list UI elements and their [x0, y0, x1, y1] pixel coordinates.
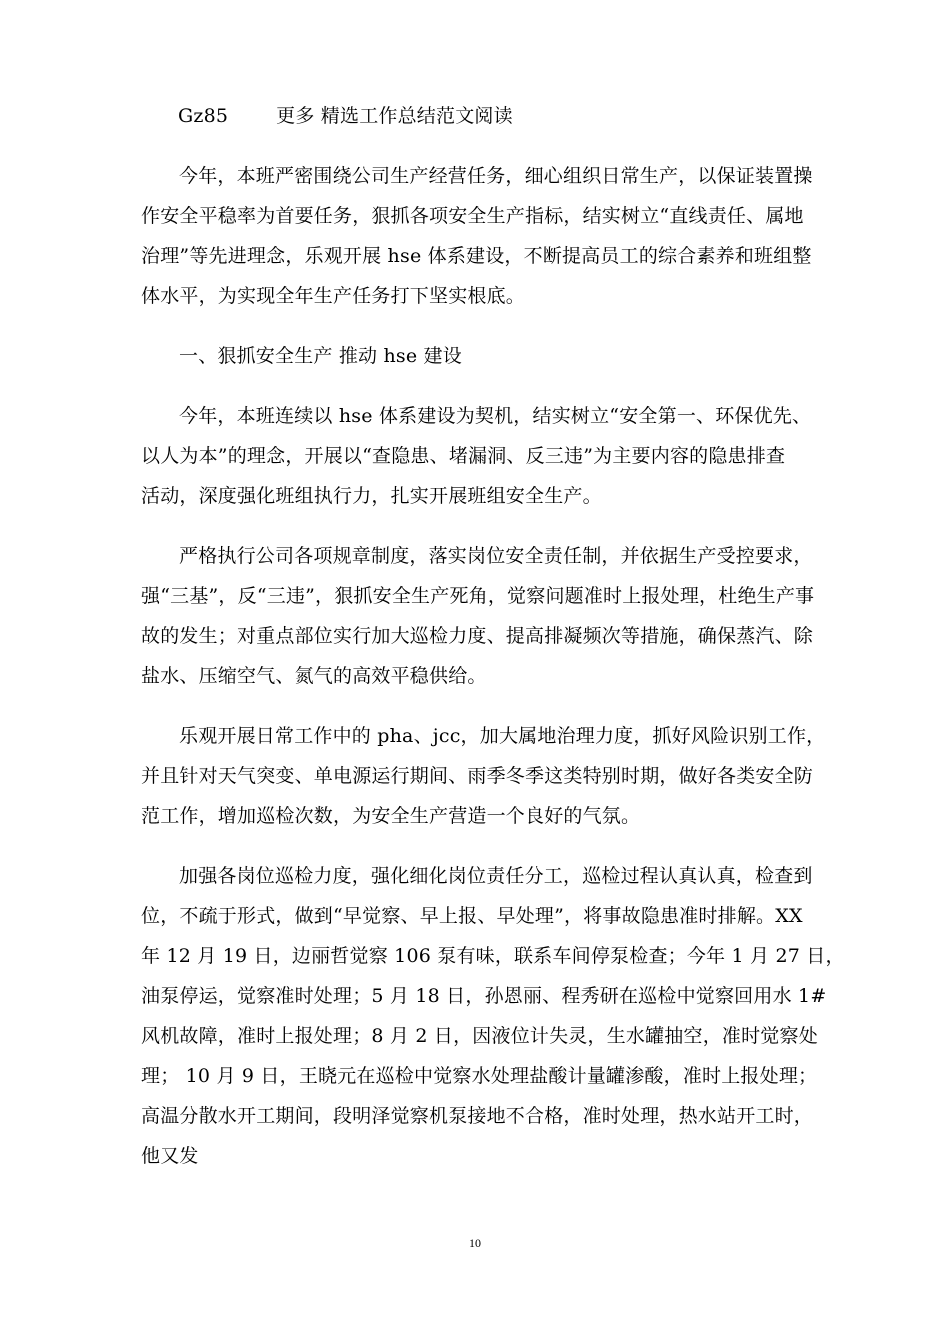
section-heading: [141, 336, 813, 376]
paragraph-intro: [141, 156, 813, 316]
paragraph-line: 风机故障，准时上报处理；8 月 2 日，因液位计失灵，生水罐抽空，准时觉察处: [141, 1025, 818, 1047]
paragraph-line: 以人为本”的理念，开展以“查隐患、堵漏洞、反三违”为主要内容的隐患排查: [141, 445, 786, 467]
paragraph-line: 乐观开展日常工作中的 pha、jcc，加大属地治理力度，抓好风险识别工作，: [179, 725, 826, 747]
document-body: [141, 96, 845, 1176]
paragraph-line: 今年，本班连续以 hse 体系建设为契机，结实树立“安全第一、环保优先、: [179, 405, 812, 427]
paragraph-line: 作安全平稳率为首要任务，狠抓各项安全生产指标，结实树立“直线责任、属地: [141, 205, 804, 227]
paragraph-line: 范工作，增加巡检次数，为安全生产营造一个良好的气氛。: [141, 805, 641, 827]
paragraph-hse: [141, 396, 813, 516]
paragraph-rules: [141, 536, 813, 696]
paragraph-inspection: [141, 856, 845, 1176]
paragraph-line: 油泵停运，觉察准时处理；5 月 18 日，孙恩丽、程秀研在巡检中觉察回用水 1#: [141, 985, 827, 1007]
section-heading-text: 一、狠抓安全生产 推动 hse 建设: [179, 345, 462, 367]
paragraph-line: 强“三基”，反“三违”，狠抓安全生产死角，觉察问题准时上报处理，杜绝生产事: [141, 585, 815, 607]
paragraph-line: 盐水、压缩空气、氮气的高效平稳供给。: [141, 665, 487, 687]
paragraph-line: 年 12 月 19 日，边丽哲觉察 106 泵有味，联系车间停泵检查；今年 1 月 27 日，: [141, 945, 845, 967]
paragraph-line: 治理”等先进理念，乐观开展 hse 体系建设，不断提高员工的综合素养和班组整: [141, 245, 812, 267]
paragraph-line: 高温分散水开工期间，段明泽觉察机泵接地不合格，准时处理，热水站开工时，: [141, 1105, 814, 1127]
paragraph-line: 今年，本班严密围绕公司生产经营任务，细心组织日常生产，以保证装置操: [179, 165, 813, 187]
paragraph-line: 故的发生；对重点部位实行加大巡检力度、提高排凝频次等措施，确保蒸汽、除: [141, 625, 814, 647]
header-title: 更多 精选工作总结范文阅读: [276, 105, 513, 127]
paragraph-line: 他又发: [141, 1145, 199, 1167]
paragraph-line: 加强各岗位巡检力度，强化细化岗位责任分工，巡检过程认真认真，检查到: [179, 865, 813, 887]
paragraph-line: 体水平，为实现全年生产任务打下坚实根底。: [141, 285, 526, 307]
page-number: 10: [469, 1236, 481, 1250]
header-line: [141, 96, 813, 136]
paragraph-line: 并且针对天气突变、单电源运行期间、雨季冬季这类特别时期，做好各类安全防: [141, 765, 814, 787]
header-code: Gz85: [178, 105, 229, 127]
paragraph-line: 严格执行公司各项规章制度，落实岗位安全责任制，并依据生产受控要求，: [179, 545, 813, 567]
paragraph-line: 理； 10 月 9 日，王晓元在巡检中觉察水处理盐酸计量罐渗酸，准时上报处理；: [141, 1065, 818, 1087]
paragraph-pha: [141, 716, 826, 836]
paragraph-line: 位，不疏于形式，做到“早觉察、早上报、早处理”，将事故隐患准时排解。XX: [141, 905, 803, 927]
paragraph-line: 活动，深度强化班组执行力，扎实开展班组安全生产。: [141, 485, 602, 507]
